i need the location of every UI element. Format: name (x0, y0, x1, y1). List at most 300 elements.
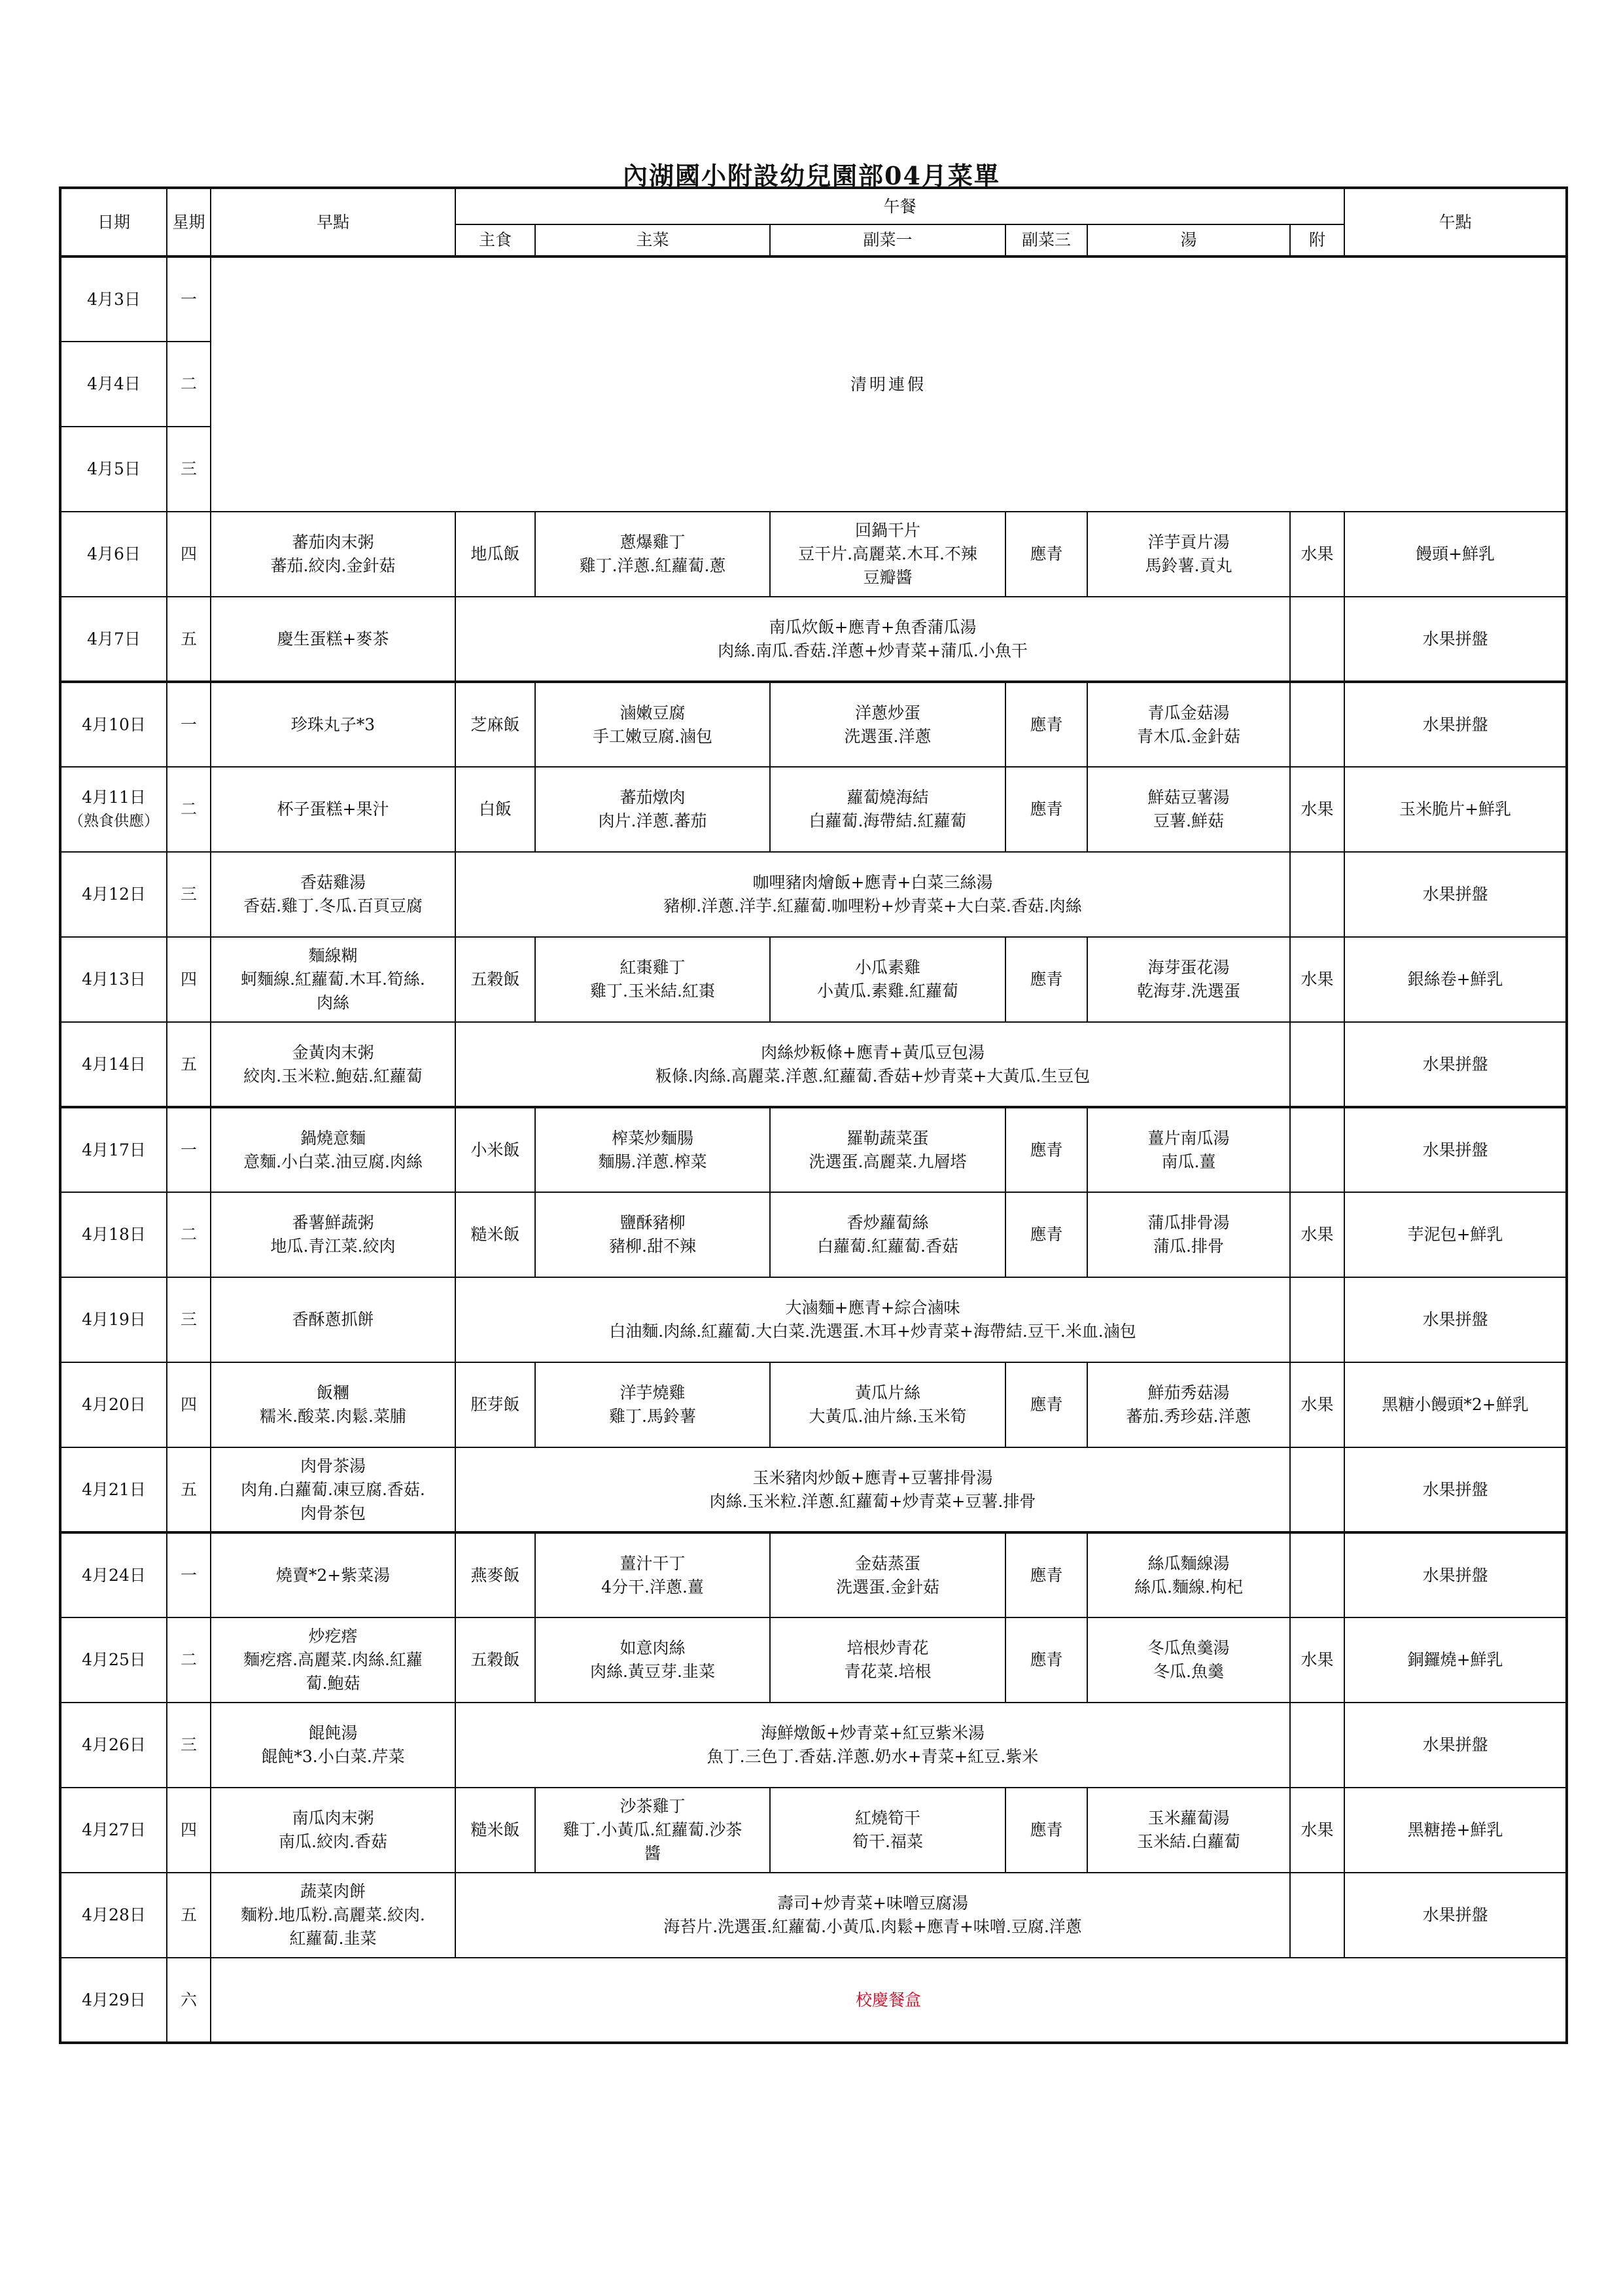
main-dish-line: 雞丁.洋蔥.紅蘿蔔.蔥 (579, 556, 726, 575)
date-text: 4月17日 (82, 1140, 146, 1159)
side-dish-3-cell: 應青 (1005, 767, 1087, 852)
staple-cell: 白飯 (455, 767, 535, 852)
menu-row (60, 767, 1567, 852)
extra-cell (1290, 1277, 1344, 1362)
weekday-cell: 五 (167, 1447, 211, 1532)
side-dish-1-line: 蘿蔔燒海結 (846, 788, 929, 807)
weekday-cell: 四 (167, 1362, 211, 1447)
date-cell (60, 1788, 167, 1873)
date-cell (60, 597, 167, 682)
breakfast-line: 麵線糊 (308, 946, 358, 965)
lunch-combined-line: 南瓜炊飯+應青+魚香蒲瓜湯 (769, 617, 977, 637)
menu-table (59, 186, 1568, 2044)
snack-cell: 水果拼盤 (1344, 852, 1567, 937)
date-text: 4月24日 (82, 1565, 146, 1585)
snack-cell: 水果拼盤 (1344, 1277, 1567, 1362)
menu-row (60, 1192, 1567, 1277)
breakfast-line: 肉絲 (316, 993, 349, 1012)
soup-line: 絲瓜.麵線.枸杞 (1134, 1577, 1243, 1597)
weekday-cell: 二 (167, 342, 211, 427)
soup-line: 絲瓜麵線湯 (1147, 1553, 1230, 1573)
menu-row (60, 1617, 1567, 1703)
side-dish-1-line: 豆干片.高麗菜.木耳.不辣 (798, 544, 977, 563)
soup-line: 冬瓜魚羹湯 (1147, 1638, 1230, 1657)
breakfast-line: 蕃茄.絞肉.金針菇 (270, 556, 396, 575)
menu-row (60, 597, 1567, 682)
header-soup: 湯 (1087, 224, 1290, 256)
snack-cell: 水果拼盤 (1344, 1022, 1567, 1107)
date-text: 4月13日 (82, 970, 146, 989)
header-side-dish-3: 副菜三 (1005, 224, 1087, 256)
date-cell (60, 512, 167, 597)
weekday-cell: 三 (167, 427, 211, 512)
extra-cell (1290, 682, 1344, 767)
side-dish-3-cell: 應青 (1005, 1532, 1087, 1617)
side-dish-1-line: 小瓜素雞 (854, 958, 920, 977)
breakfast-line: 番薯鮮蔬粥 (292, 1213, 374, 1232)
header-lunch: 午餐 (455, 188, 1344, 224)
breakfast-cell (211, 1617, 455, 1703)
date-cell (60, 1617, 167, 1703)
date-cell (60, 1022, 167, 1107)
main-dish-line: 鹽酥豬柳 (620, 1213, 686, 1232)
soup-line: 冬瓜.魚羹 (1153, 1662, 1224, 1681)
side-dish-1-line: 金菇蒸蛋 (854, 1553, 920, 1573)
snack-cell: 玉米脆片+鮮乳 (1344, 767, 1567, 852)
main-dish-line: 手工嫩豆腐.滷包 (593, 726, 712, 746)
main-dish-line: 豬柳.甜不辣 (609, 1237, 696, 1256)
menu-row (60, 1107, 1567, 1192)
weekday-cell: 四 (167, 937, 211, 1022)
side-dish-3-cell: 應青 (1005, 1107, 1087, 1192)
side-dish-3-cell: 應青 (1005, 1617, 1087, 1703)
menu-row (60, 852, 1567, 937)
side-dish-1-line: 青花菜.培根 (844, 1662, 932, 1681)
extra-cell: 水果 (1290, 1788, 1344, 1873)
date-cell (60, 1192, 167, 1277)
main-dish-line: 雞丁.玉米結.紅棗 (590, 981, 715, 1000)
lunch-combined-line: 海苔片.洗選蛋.紅蘿蔔.小黃瓜.肉鬆+應青+味噌.豆腐.洋蔥 (663, 1917, 1082, 1936)
menu-body (60, 256, 1567, 2043)
side-dish-1-cell (770, 512, 1005, 597)
lunch-combined-cell (455, 1022, 1290, 1107)
weekday-cell: 五 (167, 1022, 211, 1107)
snack-cell: 黑糖捲+鮮乳 (1344, 1788, 1567, 1873)
breakfast-line: 香菇.雞丁.冬瓜.百頁豆腐 (243, 896, 423, 915)
snack-cell: 芋泥包+鮮乳 (1344, 1192, 1567, 1277)
date-cell (60, 767, 167, 852)
lunch-combined-line: 海鮮燉飯+炒青菜+紅豆紫米湯 (761, 1723, 985, 1742)
side-dish-1-line: 紅燒筍干 (854, 1809, 920, 1828)
header-date: 日期 (60, 188, 167, 256)
weekday-cell: 三 (167, 1277, 211, 1362)
weekday-cell: 二 (167, 767, 211, 852)
breakfast-line: 麵疙瘩.高麗菜.肉絲.紅蘿 (243, 1650, 423, 1669)
date-text: 4月21日 (82, 1479, 146, 1499)
side-dish-1-line: 筍干.福菜 (852, 1832, 923, 1851)
main-dish-cell (535, 937, 770, 1022)
breakfast-line: 珍珠丸子*3 (290, 715, 375, 734)
main-dish-line: 沙茶雞丁 (620, 1797, 686, 1816)
snack-cell: 水果拼盤 (1344, 1107, 1567, 1192)
header-snack: 午點 (1344, 188, 1567, 256)
date-cell (60, 682, 167, 767)
soup-cell (1087, 1532, 1290, 1617)
date-text: 4月26日 (82, 1735, 146, 1754)
soup-line: 南瓜.薑 (1161, 1152, 1216, 1171)
side-dish-1-cell (770, 1788, 1005, 1873)
lunch-combined-line: 粄條.肉絲.高麗菜.洋蔥.紅蘿蔔.香菇+炒青菜+大黃瓜.生豆包 (655, 1066, 1091, 1086)
main-dish-line: 榨菜炒麵腸 (611, 1128, 693, 1148)
extra-cell (1290, 1022, 1344, 1107)
header-staple: 主食 (455, 224, 535, 256)
menu-row (60, 1362, 1567, 1447)
breakfast-line: 肉骨茶包 (300, 1503, 366, 1523)
menu-row (60, 1958, 1567, 2043)
main-dish-line: 滷嫩豆腐 (620, 703, 686, 722)
date-text: 4月19日 (82, 1310, 146, 1329)
soup-cell (1087, 767, 1290, 852)
breakfast-line: 蔬菜肉餅 (300, 1882, 366, 1901)
snack-cell: 水果拼盤 (1344, 597, 1567, 682)
breakfast-cell (211, 597, 455, 682)
staple-cell: 五穀飯 (455, 937, 535, 1022)
snack-cell: 水果拼盤 (1344, 1703, 1567, 1788)
breakfast-line: 肉骨茶湯 (300, 1456, 366, 1475)
breakfast-line: 蚵麵線.紅蘿蔔.木耳.筍絲. (241, 970, 425, 989)
side-dish-1-line: 羅勒蔬菜蛋 (846, 1128, 929, 1148)
side-dish-1-line: 黃瓜片絲 (854, 1383, 920, 1402)
lunch-combined-line: 肉絲.南瓜.香菇.洋蔥+炒青菜+蒲瓜.小魚干 (718, 641, 1028, 660)
extra-cell (1290, 1447, 1344, 1532)
main-dish-line: 蔥爆雞丁 (620, 533, 686, 552)
soup-line: 薑片南瓜湯 (1147, 1128, 1230, 1148)
side-dish-1-line: 大黃瓜.油片絲.玉米筍 (809, 1407, 967, 1426)
date-text: 4月10日 (82, 715, 146, 734)
side-dish-1-line: 白蘿蔔.海帶結.紅蘿蔔 (809, 811, 967, 830)
date-cell (60, 1958, 167, 2043)
main-dish-line: 薑汁干丁 (620, 1553, 686, 1573)
snack-cell: 水果拼盤 (1344, 1447, 1567, 1532)
breakfast-line: 肉角.白蘿蔔.凍豆腐.香菇. (241, 1479, 425, 1499)
menu-row (60, 1788, 1567, 1873)
breakfast-line: 蕃茄肉末粥 (292, 533, 374, 552)
lunch-combined-line: 肉絲炒粄條+應青+黃瓜豆包湯 (761, 1042, 985, 1062)
weekday-cell: 二 (167, 1192, 211, 1277)
date-cell (60, 937, 167, 1022)
lunch-combined-line: 大滷麵+應青+綜合滷味 (785, 1298, 960, 1317)
date-text: 4月25日 (82, 1650, 146, 1669)
soup-line: 豆薯.鮮菇 (1153, 811, 1224, 830)
breakfast-line: 香菇雞湯 (300, 873, 366, 892)
soup-line: 鮮菇豆薯湯 (1147, 788, 1230, 807)
menu-row (60, 1447, 1567, 1532)
breakfast-cell (211, 1532, 455, 1617)
breakfast-cell (211, 767, 455, 852)
staple-cell: 糙米飯 (455, 1788, 535, 1873)
extra-cell: 水果 (1290, 937, 1344, 1022)
breakfast-cell (211, 1447, 455, 1532)
breakfast-line: 鍋燒意麵 (300, 1128, 366, 1148)
date-cell (60, 1532, 167, 1617)
weekday-cell: 四 (167, 512, 211, 597)
soup-cell (1087, 1788, 1290, 1873)
staple-cell: 燕麥飯 (455, 1532, 535, 1617)
side-dish-3-cell: 應青 (1005, 512, 1087, 597)
lunch-combined-line: 玉米豬肉炒飯+應青+豆薯排骨湯 (752, 1468, 993, 1487)
snack-cell: 黑糖小饅頭*2+鮮乳 (1344, 1362, 1567, 1447)
soup-cell (1087, 1362, 1290, 1447)
side-dish-1-cell (770, 1617, 1005, 1703)
weekday-cell: 六 (167, 1958, 211, 2043)
breakfast-line: 炒疙瘩 (308, 1627, 358, 1646)
breakfast-cell (211, 1703, 455, 1788)
lunch-combined-cell (455, 1703, 1290, 1788)
soup-line: 蕃茄.秀珍菇.洋蔥 (1126, 1407, 1251, 1426)
breakfast-line: 餛飩*3.小白菜.芹菜 (261, 1747, 405, 1766)
main-dish-line: 雞丁.小黃瓜.紅蘿蔔.沙茶 (563, 1820, 742, 1839)
main-dish-line: 洋芋燒雞 (620, 1383, 686, 1402)
lunch-combined-line: 魚丁.三色丁.香菇.洋蔥.奶水+青菜+紅豆.紫米 (707, 1747, 1039, 1766)
breakfast-cell (211, 512, 455, 597)
date-text: 4月7日 (87, 629, 141, 648)
soup-line: 玉米結.白蘿蔔 (1137, 1832, 1240, 1851)
weekday-cell: 五 (167, 1873, 211, 1958)
snack-cell: 水果拼盤 (1344, 682, 1567, 767)
side-dish-1-line: 香炒蘿蔔絲 (846, 1213, 929, 1232)
extra-cell: 水果 (1290, 1362, 1344, 1447)
breakfast-cell (211, 852, 455, 937)
breakfast-line: 地瓜.青江菜.絞肉 (270, 1237, 396, 1256)
soup-cell (1087, 682, 1290, 767)
side-dish-1-line: 培根炒青花 (846, 1638, 929, 1657)
extra-cell (1290, 1873, 1344, 1958)
soup-cell (1087, 1107, 1290, 1192)
breakfast-cell (211, 682, 455, 767)
main-dish-cell (535, 1532, 770, 1617)
side-dish-3-cell: 應青 (1005, 1362, 1087, 1447)
breakfast-line: 南瓜肉末粥 (292, 1809, 374, 1828)
breakfast-line: 杯子蛋糕+果汁 (277, 800, 389, 819)
side-dish-1-line: 白蘿蔔.紅蘿蔔.香菇 (817, 1237, 958, 1256)
weekday-cell: 一 (167, 682, 211, 767)
breakfast-line: 蔔.鮑菇 (305, 1674, 360, 1693)
side-dish-3-cell: 應青 (1005, 1192, 1087, 1277)
extra-cell: 水果 (1290, 1192, 1344, 1277)
main-dish-line: 肉片.洋蔥.蕃茄 (598, 811, 707, 830)
date-text: 4月18日 (82, 1225, 146, 1244)
main-dish-line: 雞丁.馬鈴薯 (609, 1407, 696, 1426)
breakfast-line: 意麵.小白菜.油豆腐.肉絲 (243, 1152, 423, 1171)
side-dish-1-line: 豆瓣醬 (863, 568, 913, 587)
staple-cell: 胚芽飯 (455, 1362, 535, 1447)
breakfast-cell (211, 1022, 455, 1107)
date-cell: 4月4日 (60, 342, 167, 427)
date-cell (60, 1703, 167, 1788)
breakfast-cell (211, 1277, 455, 1362)
menu-row (60, 682, 1567, 767)
extra-cell: 水果 (1290, 767, 1344, 852)
extra-cell (1290, 1703, 1344, 1788)
snack-cell: 水果拼盤 (1344, 1873, 1567, 1958)
breakfast-line: 金黃肉末粥 (292, 1042, 374, 1062)
breakfast-line: 燒賣*2+紫菜湯 (275, 1565, 391, 1585)
side-dish-1-line: 洗選蛋.洋蔥 (844, 726, 932, 746)
soup-cell (1087, 512, 1290, 597)
extra-cell (1290, 597, 1344, 682)
main-dish-cell (535, 1362, 770, 1447)
side-dish-1-cell (770, 937, 1005, 1022)
staple-cell: 五穀飯 (455, 1617, 535, 1703)
soup-line: 蒲瓜.排骨 (1153, 1237, 1224, 1256)
soup-cell (1087, 1192, 1290, 1277)
extra-cell: 水果 (1290, 512, 1344, 597)
side-dish-1-line: 洗選蛋.高麗菜.九層塔 (809, 1152, 967, 1171)
snack-cell: 銀絲卷+鮮乳 (1344, 937, 1567, 1022)
side-dish-3-cell: 應青 (1005, 682, 1087, 767)
main-dish-cell (535, 512, 770, 597)
side-dish-1-cell (770, 682, 1005, 767)
weekday-cell: 一 (167, 256, 211, 342)
side-dish-3-cell: 應青 (1005, 937, 1087, 1022)
breakfast-line: 香酥蔥抓餅 (292, 1310, 374, 1329)
soup-line: 青瓜金菇湯 (1147, 703, 1230, 722)
snack-cell: 銅鑼燒+鮮乳 (1344, 1617, 1567, 1703)
weekday-cell: 二 (167, 1617, 211, 1703)
soup-line: 鮮茄秀菇湯 (1147, 1383, 1230, 1402)
weekday-cell: 一 (167, 1107, 211, 1192)
snack-cell: 饅頭+鮮乳 (1344, 512, 1567, 597)
date-text: 4月12日 (82, 885, 146, 904)
snack-cell: 水果拼盤 (1344, 1532, 1567, 1617)
staple-cell: 芝麻飯 (455, 682, 535, 767)
holiday-notice: 清明連假 (211, 256, 1567, 512)
menu-row (60, 1532, 1567, 1617)
header-weekday: 星期 (167, 188, 211, 256)
soup-line: 蒲瓜排骨湯 (1147, 1213, 1230, 1232)
header-breakfast: 早點 (211, 188, 455, 256)
main-dish-cell (535, 1192, 770, 1277)
breakfast-line: 慶生蛋糕+麥茶 (277, 629, 389, 648)
breakfast-cell (211, 937, 455, 1022)
date-note: （熟食供應） (69, 813, 159, 830)
breakfast-cell (211, 1192, 455, 1277)
date-cell: 4月5日 (60, 427, 167, 512)
date-cell (60, 1107, 167, 1192)
breakfast-cell (211, 1107, 455, 1192)
side-dish-1-cell (770, 1107, 1005, 1192)
soup-cell (1087, 937, 1290, 1022)
side-dish-1-line: 回鍋干片 (854, 521, 920, 540)
main-dish-cell (535, 1107, 770, 1192)
header-side-dish-1: 副菜一 (770, 224, 1005, 256)
weekday-cell: 三 (167, 1703, 211, 1788)
breakfast-cell (211, 1362, 455, 1447)
breakfast-line: 紅蘿蔔.韭菜 (289, 1929, 377, 1948)
staple-cell: 糙米飯 (455, 1192, 535, 1277)
lunch-combined-cell (455, 597, 1290, 682)
date-cell (60, 1447, 167, 1532)
lunch-combined-cell (455, 1447, 1290, 1532)
menu-row (60, 1703, 1567, 1788)
breakfast-line: 餛飩湯 (308, 1723, 358, 1742)
menu-row (60, 1022, 1567, 1107)
extra-cell: 水果 (1290, 1617, 1344, 1703)
main-dish-line: 紅棗雞丁 (620, 958, 686, 977)
soup-line: 馬鈴薯.貢丸 (1145, 556, 1232, 575)
main-dish-line: 麵腸.洋蔥.榨菜 (598, 1152, 707, 1171)
date-cell (60, 1277, 167, 1362)
date-text: 4月27日 (82, 1820, 146, 1839)
main-dish-line: 4分干.洋蔥.薑 (601, 1577, 704, 1597)
breakfast-line: 南瓜.絞肉.香菇 (279, 1832, 387, 1851)
menu-row (60, 1873, 1567, 1958)
main-dish-cell (535, 767, 770, 852)
lunch-combined-line: 肉絲.玉米粒.洋蔥.紅蘿蔔+炒青菜+豆薯.排骨 (709, 1491, 1036, 1511)
menu-row (60, 937, 1567, 1022)
breakfast-line: 飯糰 (316, 1383, 349, 1402)
date-cell (60, 1362, 167, 1447)
lunch-combined-line: 白油麵.肉絲.紅蘿蔔.大白菜.洗選蛋.木耳+炒青菜+海帶結.豆干.米血.滷包 (609, 1322, 1136, 1341)
extra-cell (1290, 1107, 1344, 1192)
side-dish-3-cell: 應青 (1005, 1788, 1087, 1873)
holiday-row (60, 256, 1567, 342)
side-dish-1-cell (770, 767, 1005, 852)
main-dish-line: 肉絲.黃豆芽.韭菜 (590, 1662, 715, 1681)
date-text: 4月14日 (82, 1054, 146, 1074)
special-meal-cell: 校慶餐盒 (211, 1958, 1567, 2043)
breakfast-line: 麵粉.地瓜粉.高麗菜.絞肉. (241, 1905, 425, 1924)
header-extra: 附 (1290, 224, 1344, 256)
soup-line: 洋芋貢片湯 (1147, 533, 1230, 552)
main-dish-cell (535, 1617, 770, 1703)
main-dish-cell (535, 1788, 770, 1873)
menu-row (60, 1277, 1567, 1362)
date-cell (60, 852, 167, 937)
soup-line: 青木瓜.金針菇 (1137, 726, 1240, 746)
side-dish-1-line: 洋蔥炒蛋 (854, 703, 920, 722)
extra-cell (1290, 1532, 1344, 1617)
weekday-cell: 五 (167, 597, 211, 682)
breakfast-line: 糯米.酸菜.肉鬆.菜脯 (260, 1407, 406, 1426)
weekday-cell: 四 (167, 1788, 211, 1873)
soup-line: 海芽蛋花湯 (1147, 958, 1230, 977)
soup-cell (1087, 1617, 1290, 1703)
side-dish-1-cell (770, 1532, 1005, 1617)
header-main-dish: 主菜 (535, 224, 770, 256)
side-dish-1-line: 洗選蛋.金針菇 (836, 1577, 939, 1597)
extra-cell (1290, 852, 1344, 937)
lunch-combined-line: 咖哩豬肉燴飯+應青+白菜三絲湯 (752, 873, 993, 892)
date-cell: 4月3日 (60, 256, 167, 342)
side-dish-1-line: 小黃瓜.素雞.紅蘿蔔 (817, 981, 958, 1000)
date-cell (60, 1873, 167, 1958)
date-text: 4月28日 (82, 1905, 146, 1924)
staple-cell: 小米飯 (455, 1107, 535, 1192)
date-text: 4月29日 (82, 1990, 146, 2009)
weekday-cell: 三 (167, 852, 211, 937)
breakfast-cell (211, 1873, 455, 1958)
main-dish-cell (535, 682, 770, 767)
date-text: 4月20日 (82, 1395, 146, 1414)
lunch-combined-cell (455, 852, 1290, 937)
soup-line: 乾海芽.洗選蛋 (1137, 981, 1240, 1000)
date-text: 4月11日 (82, 788, 146, 807)
soup-line: 玉米蘿蔔湯 (1147, 1809, 1230, 1828)
staple-cell: 地瓜飯 (455, 512, 535, 597)
breakfast-line: 絞肉.玉米粒.鮑菇.紅蘿蔔 (243, 1066, 423, 1086)
lunch-combined-cell (455, 1277, 1290, 1362)
